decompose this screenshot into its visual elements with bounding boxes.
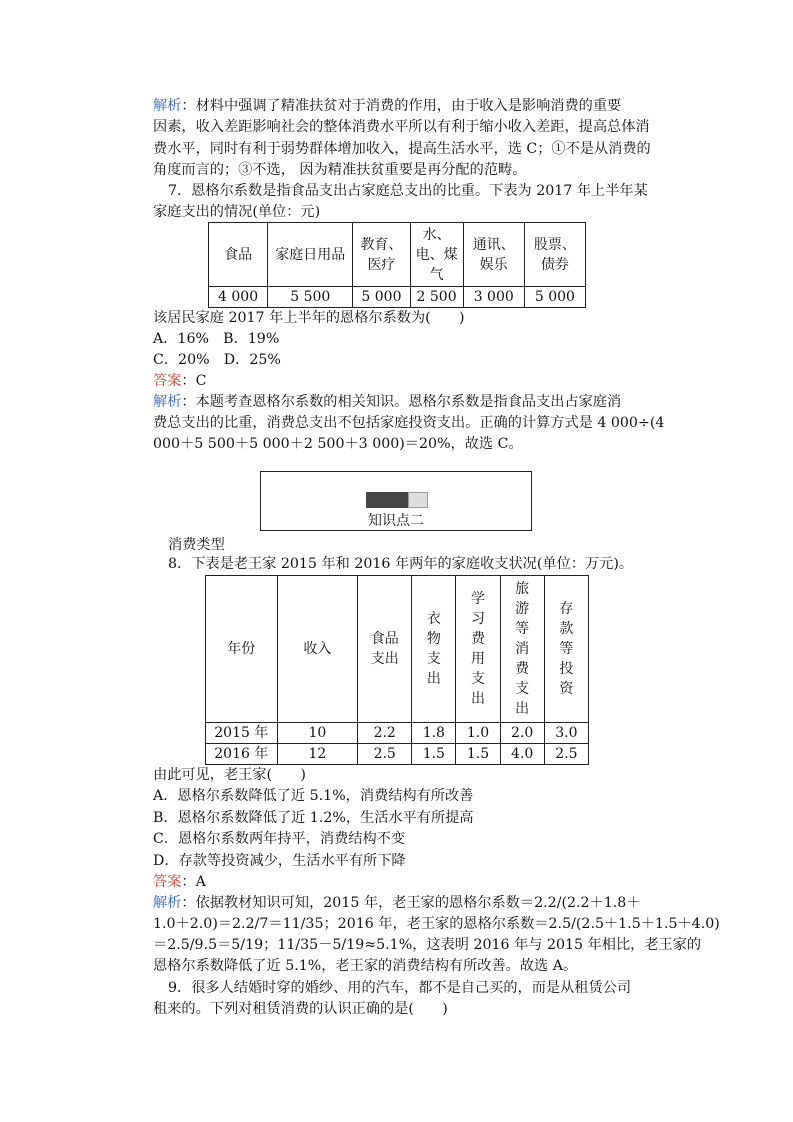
q7-options: C．20% D．25% [153, 352, 281, 368]
table-header-cell: 学习费用支出 [456, 576, 500, 723]
table-header-cell: 收入 [277, 576, 358, 723]
table-header-cell: 股票、债券 [524, 223, 585, 287]
q8-option-a: A．恩格尔系数降低了近 5.1%，消费结构有所改善 [153, 788, 474, 804]
q8-question: 由此可见，老王家( ) [153, 767, 306, 783]
q9-stem: 9．很多人结婚时穿的婚纱、用的汽车，都不是自己买的，而是从租赁公司 [168, 980, 632, 996]
section-title: 消费类型 [168, 537, 225, 553]
table-cell: 10 [277, 723, 358, 744]
table-header-cell: 教育、医疗 [353, 223, 410, 287]
q8-stem: 8．下表是老王家 2015 年和 2016 年两年的家庭收支状况(单位：万元)。 [168, 556, 634, 572]
q7-stem: 7．恩格尔系数是指食品支出占家庭总支出的比重。下表为 2017 年上半年某 [168, 183, 648, 199]
q8-explanation: 1.0＋2.0)＝2.2/7＝11/35；2016 年，老王家的恩格尔系数＝2.5/(2.5＋1.5＋1.5＋4.0) [153, 916, 720, 932]
table-header-cell: 食品支出 [358, 576, 412, 723]
table-cell: 5 500 [268, 287, 353, 308]
q8-explanation: 恩格尔系数降低了近 5.1%，老王家的消费结构有所改善。故选 A。 [153, 958, 578, 974]
table-cell: 2016 年 [206, 744, 278, 765]
knowledge-point-box [260, 471, 532, 531]
table-cell: 1.5 [412, 744, 456, 765]
table-header-cell: 水、电、煤气 [410, 223, 463, 287]
table-header-cell: 存款等投资 [544, 576, 588, 723]
q7-explanation: 000＋5 500＋5 000＋2 500＋3 000)＝20%，故选 C。 [153, 436, 523, 452]
table-header-cell: 食品 [209, 223, 268, 287]
table-row [206, 576, 589, 723]
table-header-cell: 家庭日用品 [268, 223, 353, 287]
table-row [206, 744, 589, 765]
table-row [209, 287, 586, 308]
q8-explanation: ＝2.5/9.5＝5/19；11/35－5/19≈5.1%，这表明 2016 年与 2015 年相比，老王家的 [153, 937, 702, 953]
table-header-cell: 年份 [206, 576, 278, 723]
table-cell: 4 000 [209, 287, 268, 308]
table-cell: 1.5 [456, 744, 500, 765]
q9-stem: 租来的。下列对租赁消费的认识正确的是( ) [153, 1001, 448, 1017]
explanation-line: 费水平，同时有利于弱势群体增加收入，提高生活水平，选 C；①不是从消费的 [153, 141, 651, 157]
q8-table [205, 575, 589, 765]
q7-answer: 答案：C [153, 373, 207, 389]
table-row [206, 723, 589, 744]
q8-option-c: C．恩格尔系数两年持平，消费结构不变 [153, 831, 406, 847]
table-cell: 4.0 [500, 744, 544, 765]
q7-question: 该居民家庭 2017 年上半年的恩格尔系数为( ) [153, 310, 465, 326]
table-cell: 5 000 [524, 287, 585, 308]
knowledge-point-label: 知识点二 [368, 513, 424, 529]
table-cell: 2.5 [358, 744, 412, 765]
table-cell: 2.5 [544, 744, 588, 765]
table-header-cell: 旅游等消费支出 [500, 576, 544, 723]
table-cell: 2.2 [358, 723, 412, 744]
table-header-cell: 衣物支出 [412, 576, 456, 723]
explanation-line: 角度而言的；③不选， 因为精准扶贫重要是再分配的范畴。 [153, 162, 527, 178]
table-row [209, 223, 586, 287]
table-cell: 2 500 [410, 287, 463, 308]
q7-stem: 家庭支出的情况(单位：元) [153, 204, 321, 220]
table-cell: 12 [277, 744, 358, 765]
q8-explanation: 解析：依据教材知识可知，2015 年，老王家的恩格尔系数＝2.2/(2.2＋1.8＋ [153, 895, 641, 911]
q7-table [208, 222, 586, 308]
progress-bar-remainder [408, 492, 428, 508]
q8-option-d: D．存款等投资减少，生活水平有所下降 [153, 853, 406, 869]
progress-bar-icon [366, 492, 408, 508]
table-cell: 3 000 [463, 287, 524, 308]
table-header-cell: 通讯、娱乐 [463, 223, 524, 287]
q8-option-b: B．恩格尔系数降低了近 1.2%，生活水平有所提高 [153, 810, 474, 826]
table-cell: 1.8 [412, 723, 456, 744]
explanation-line: 因素，收入差距影响社会的整体消费水平所以有利于缩小收入差距，提高总体消 [153, 119, 650, 135]
explanation-line: 解析：材料中强调了精准扶贫对于消费的作用，由于收入是影响消费的重要 [153, 98, 622, 114]
table-cell: 5 000 [353, 287, 410, 308]
table-cell: 3.0 [544, 723, 588, 744]
q8-answer: 答案：A [153, 874, 206, 890]
table-cell: 2.0 [500, 723, 544, 744]
table-cell: 2015 年 [206, 723, 278, 744]
q7-explanation: 费总支出的比重，消费总支出不包括家庭投资支出。正确的计算方式是 4 000÷(4 [153, 415, 665, 431]
table-cell: 1.0 [456, 723, 500, 744]
q7-explanation: 解析：本题考查恩格尔系数的相关知识。恩格尔系数是指食品支出占家庭消 [153, 394, 622, 410]
q7-options: A．16% B．19% [153, 331, 280, 347]
